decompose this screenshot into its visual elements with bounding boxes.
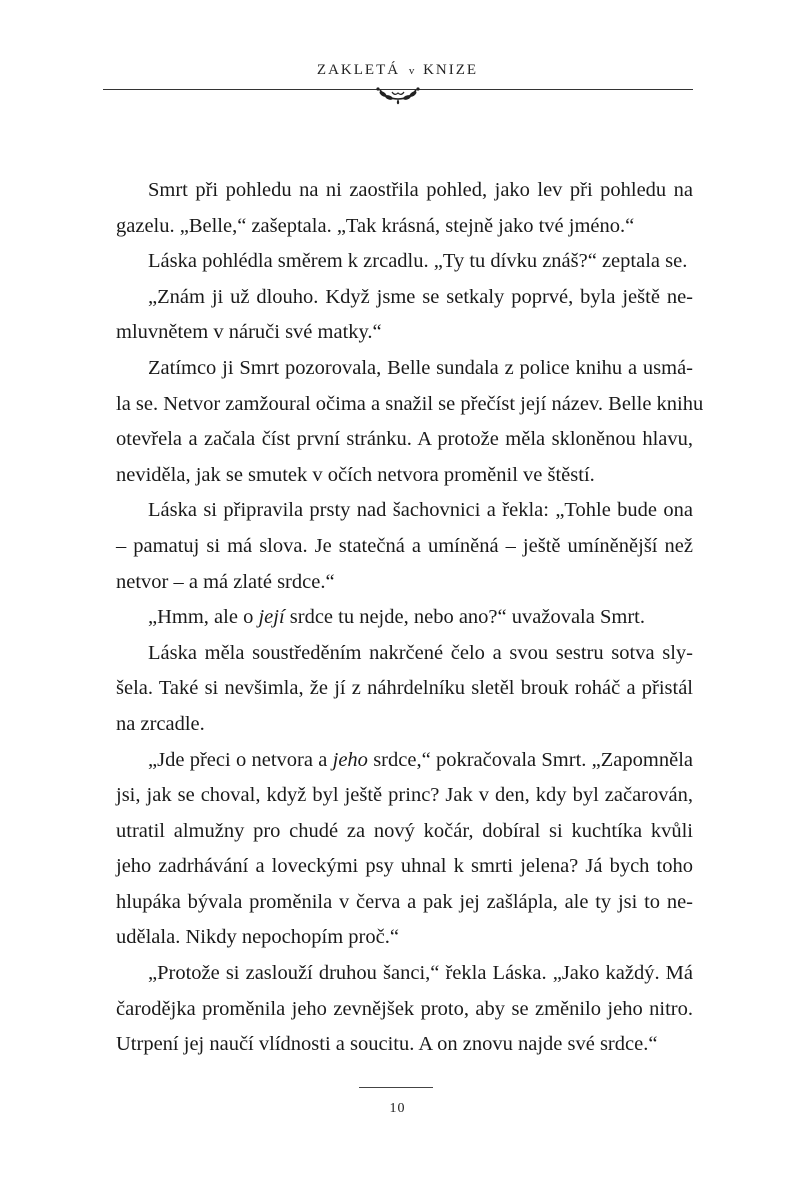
text-line: neviděla, jak se smutek v očích netvora proměnil ve štěstí.: [116, 463, 595, 486]
text-line: otevřela a začala číst první stránku. A protože měla skloněnou hlavu,: [116, 428, 693, 451]
text-line: Láska pohlédla směrem k zrcadlu. „Ty tu dívku znáš?“ zeptala se.: [148, 250, 688, 273]
text-segment: „Hmm, ale o: [148, 606, 259, 629]
text-line: „Protože si zaslouží druhou šanci,“ řekla Láska. „Jako každý. Má: [148, 962, 693, 985]
text-segment: „Jde přeci o netvora a: [148, 748, 333, 771]
text-line: jeho zadrhávání a loveckými psy uhnal k smrti jelena? Já bych toho: [116, 855, 693, 878]
text-segment: srdce tu nejde, nebo ano?“ uvažovala Smrt.: [284, 606, 645, 629]
text-line: Láska měla soustředěním nakrčené čelo a svou sestru sotva sly-: [148, 641, 693, 664]
book-title-part1: ZAKLETÁ: [316, 62, 401, 78]
text-line: Láska si připravila prsty nad šachovnici a řekla: „Tohle bude ona: [148, 499, 693, 522]
book-title-part2: KNIZE: [423, 62, 479, 78]
text-line: hlupáka bývala proměnila v červa a pak jej zašlápla, ale ty jsi to ne-: [116, 890, 693, 913]
italic-word: její: [258, 606, 285, 629]
text-line: [116, 600, 693, 636]
running-head: [0, 62, 795, 79]
text-line: netvor – a má zlaté srdce.“: [116, 570, 335, 593]
text-line: mluvnětem v náruči své matky.“: [116, 321, 382, 344]
text-line: [116, 743, 693, 779]
text-line: udělala. Nikdy nepochopím proč.“: [116, 926, 399, 949]
page-number: 10: [389, 1101, 406, 1116]
text-line: šela. Také si nevšimla, že jí z náhrdelníku sletěl brouk roháč a přistál: [116, 677, 693, 700]
text-line: – pamatuj si má slova. Je statečná a umíněná – ještě umíněnější než: [116, 534, 693, 557]
text-line: jsi, jak se choval, když byl ještě princ? Jak v den, kdy byl začarován,: [116, 784, 693, 807]
text-line: „Znám ji už dlouho. Když jsme se setkaly poprvé, byla ještě ne-: [148, 285, 693, 308]
text-line: Utrpení jej naučí vlídnosti a soucitu. A on znovu najde své srdce.“: [116, 1033, 658, 1056]
italic-word: jeho: [332, 748, 368, 771]
footer-rule: [359, 1087, 433, 1088]
leaf-ornament-icon: [370, 86, 426, 108]
text-line: Smrt při pohledu na ni zaostřila pohled, jako lev při pohledu na: [148, 179, 693, 201]
text-line: Zatímco ji Smrt pozorovala, Belle sundala z police knihu a usmá-: [148, 356, 693, 379]
book-title-connector: v: [408, 65, 415, 77]
text-line: čarodějka proměnila jeho zevnějšek proto, aby se změnilo jeho nitro.: [116, 997, 693, 1020]
text-line: na zrcadle.: [116, 712, 205, 735]
text-segment: srdce,“ pokračovala Smrt. „Zapomněla: [367, 748, 693, 771]
body-text: [116, 173, 704, 1063]
text-line: gazelu. „Belle,“ zašeptala. „Tak krásná, stejně jako tvé jméno.“: [116, 214, 635, 237]
text-line: la se. Netvor zamžoural očima a snažil se přečíst její název. Belle knihu: [116, 392, 704, 415]
text-line: utratil almužny pro chudé za nový kočár, dobíral si kuchtíka kvůli: [116, 819, 693, 842]
